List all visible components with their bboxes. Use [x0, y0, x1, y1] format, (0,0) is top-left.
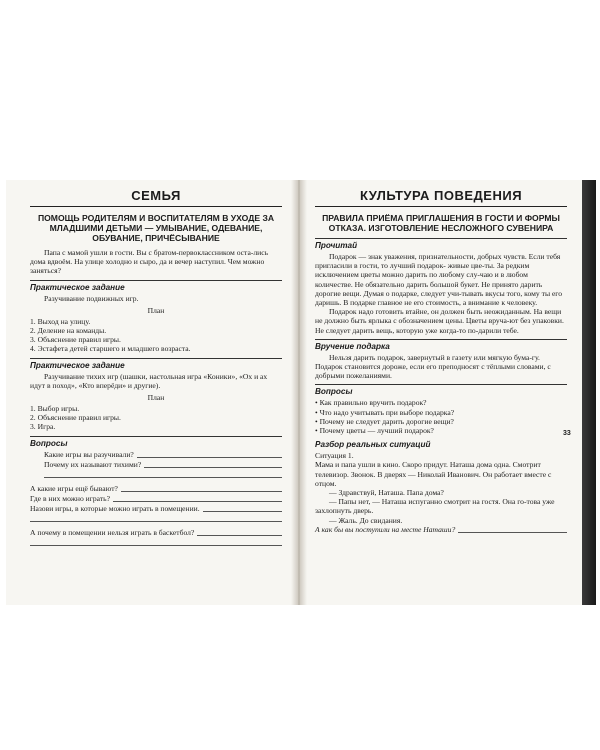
question-line	[30, 514, 282, 524]
question-text: Где в них можно играть?	[30, 493, 110, 503]
question-text: А какие игры ещё бывают?	[30, 483, 118, 493]
right-page-subtitle: ПРАВИЛА ПРИЁМА ПРИГЛАШЕНИЯ В ГОСТИ И ФОРМЫ ОТКАЗА. ИЗГОТОВЛЕНИЕ НЕСЛОЖНОГО СУВЕНИРА	[322, 213, 560, 233]
left-task2-heading: Практическое задание	[30, 358, 282, 370]
question-line	[30, 450, 282, 460]
plan-item: 2. Деление на команды.	[30, 326, 107, 336]
left-page-title: СЕМЬЯ	[30, 188, 282, 207]
situation-label: Ситуация 1.	[315, 451, 354, 461]
final-question: А как бы вы поступили на месте Наташи?	[315, 524, 456, 534]
right-page	[315, 188, 567, 535]
bullet-question: • Что надо учитывать при выборе подарка?	[315, 408, 567, 417]
plan-item: 3. Игра.	[30, 422, 56, 432]
bullet-question: • Как правильно вручить подарок?	[315, 398, 567, 407]
right-read-text2: Подарок надо готовить втайне, он должен быть неожиданным. На вещи не должно быть ярлыка с обозначением цены. Цветы вруча-ют без упаковки. Не следует дарить вещь, которую уже когда-то по-дарили тебе.	[315, 307, 564, 335]
right-questions-heading: Вопросы	[315, 384, 567, 396]
dialogue-line: — Здравствуй, Наташа. Папа дома?	[329, 488, 444, 498]
right-read-heading: Прочитай	[315, 238, 567, 250]
question-line	[30, 484, 282, 494]
question-line	[30, 538, 282, 548]
dialogue-line: — Папы нет, — Наташа испуганно смотрит на гостя. Она го-това уже захлопнуть дверь.	[315, 497, 555, 516]
page-number: 33	[563, 430, 571, 437]
left-page-subtitle: ПОМОЩЬ РОДИТЕЛЯМ И ВОСПИТАТЕЛЯМ В УХОДЕ ЗА МЛАДШИМИ ДЕТЬМИ — УМЫВАНИЕ, ОДЕВАНИЕ, ОБУВАНИЕ, ПРИЧЁСЫВАНИЕ	[37, 213, 275, 243]
left-questions-heading: Вопросы	[30, 436, 282, 448]
bullet-question: • Почему не следует дарить дорогие вещи?	[315, 417, 567, 426]
plan-item: 4. Эстафета детей старшего и младшего возраста.	[30, 344, 191, 354]
right-page-title: КУЛЬТУРА ПОВЕДЕНИЯ	[315, 188, 567, 207]
question-text: Какие игры вы разучивали?	[44, 449, 134, 459]
right-gift-heading: Вручение подарка	[315, 339, 567, 351]
book-spine	[291, 180, 307, 605]
book-edge	[582, 180, 596, 605]
left-plan2-label: План	[147, 393, 165, 403]
right-read-text1: Подарок — знак уважения, признательности, добрых чувств. Если тебя пригласили в гости, то лучший подарок- живые цве-ты. За редким исключением цветы можно дарить по любому слу-чаю и в любом количестве. Не обязательно дарить большой букет. Не принято дарить дорогие вещи. Думая о подарке, следует учи-тывать вкусы того, кому ты его даришь. В подарке главное не его стоимость, а внимание к человеку.	[315, 252, 563, 308]
question-text: Почему их называют тихими?	[44, 459, 142, 469]
left-page	[30, 188, 282, 548]
left-task1-heading: Практическое задание	[30, 280, 282, 292]
final-question-line	[315, 525, 567, 535]
plan-item: 2. Объяснение правил игры.	[30, 413, 121, 423]
left-task2-text: Разучивание тихих игр (шашки, настольная игра «Коники», «Ох и ах идут в поход», «Кто вперёди» и другие).	[30, 371, 268, 390]
right-gift-text: Нельзя дарить подарок, завернутый в газету или мягкую бума-гу. Подарок становится дороже, если его преподносят с тёплыми словами, с добрыми пожеланиями.	[315, 352, 551, 381]
left-intro: Папа с мамой ушли в гости. Вы с братом-первоклассником оста-лись дома вдвоём. На улице холодно и сыро, да и вечер наступил. Чем можно заняться?	[30, 248, 269, 276]
question-line	[30, 460, 282, 470]
plan-item: 1. Выбор игры.	[30, 404, 80, 414]
left-plan1-label: План	[147, 305, 165, 315]
bullet-question: • Почему цветы — лучший подарок?	[315, 426, 567, 435]
plan-item: 1. Выход на улицу.	[30, 316, 91, 326]
question-line	[30, 494, 282, 504]
question-text: А почему в помещении нельзя играть в баскетбол?	[30, 527, 195, 537]
question-text: Назови игры, в которые можно играть в помещении.	[30, 503, 200, 513]
question-line	[30, 470, 282, 480]
dialogue-line: — Жаль. До свидания.	[329, 515, 403, 525]
right-situations-heading: Разбор реальных ситуаций	[315, 440, 431, 450]
left-task1-text: Разучивание подвижных игр.	[44, 293, 139, 303]
situation-text: Мама и папа ушли в кино. Скоро придут. Наташа дома одна. Смотрит телевизор. Звонок. В дверях — Николай Иванович. Он работает вместе с отцом.	[315, 460, 552, 488]
question-line	[30, 504, 282, 514]
question-line	[30, 528, 282, 538]
plan-item: 3. Объяснение правил игры.	[30, 335, 121, 345]
